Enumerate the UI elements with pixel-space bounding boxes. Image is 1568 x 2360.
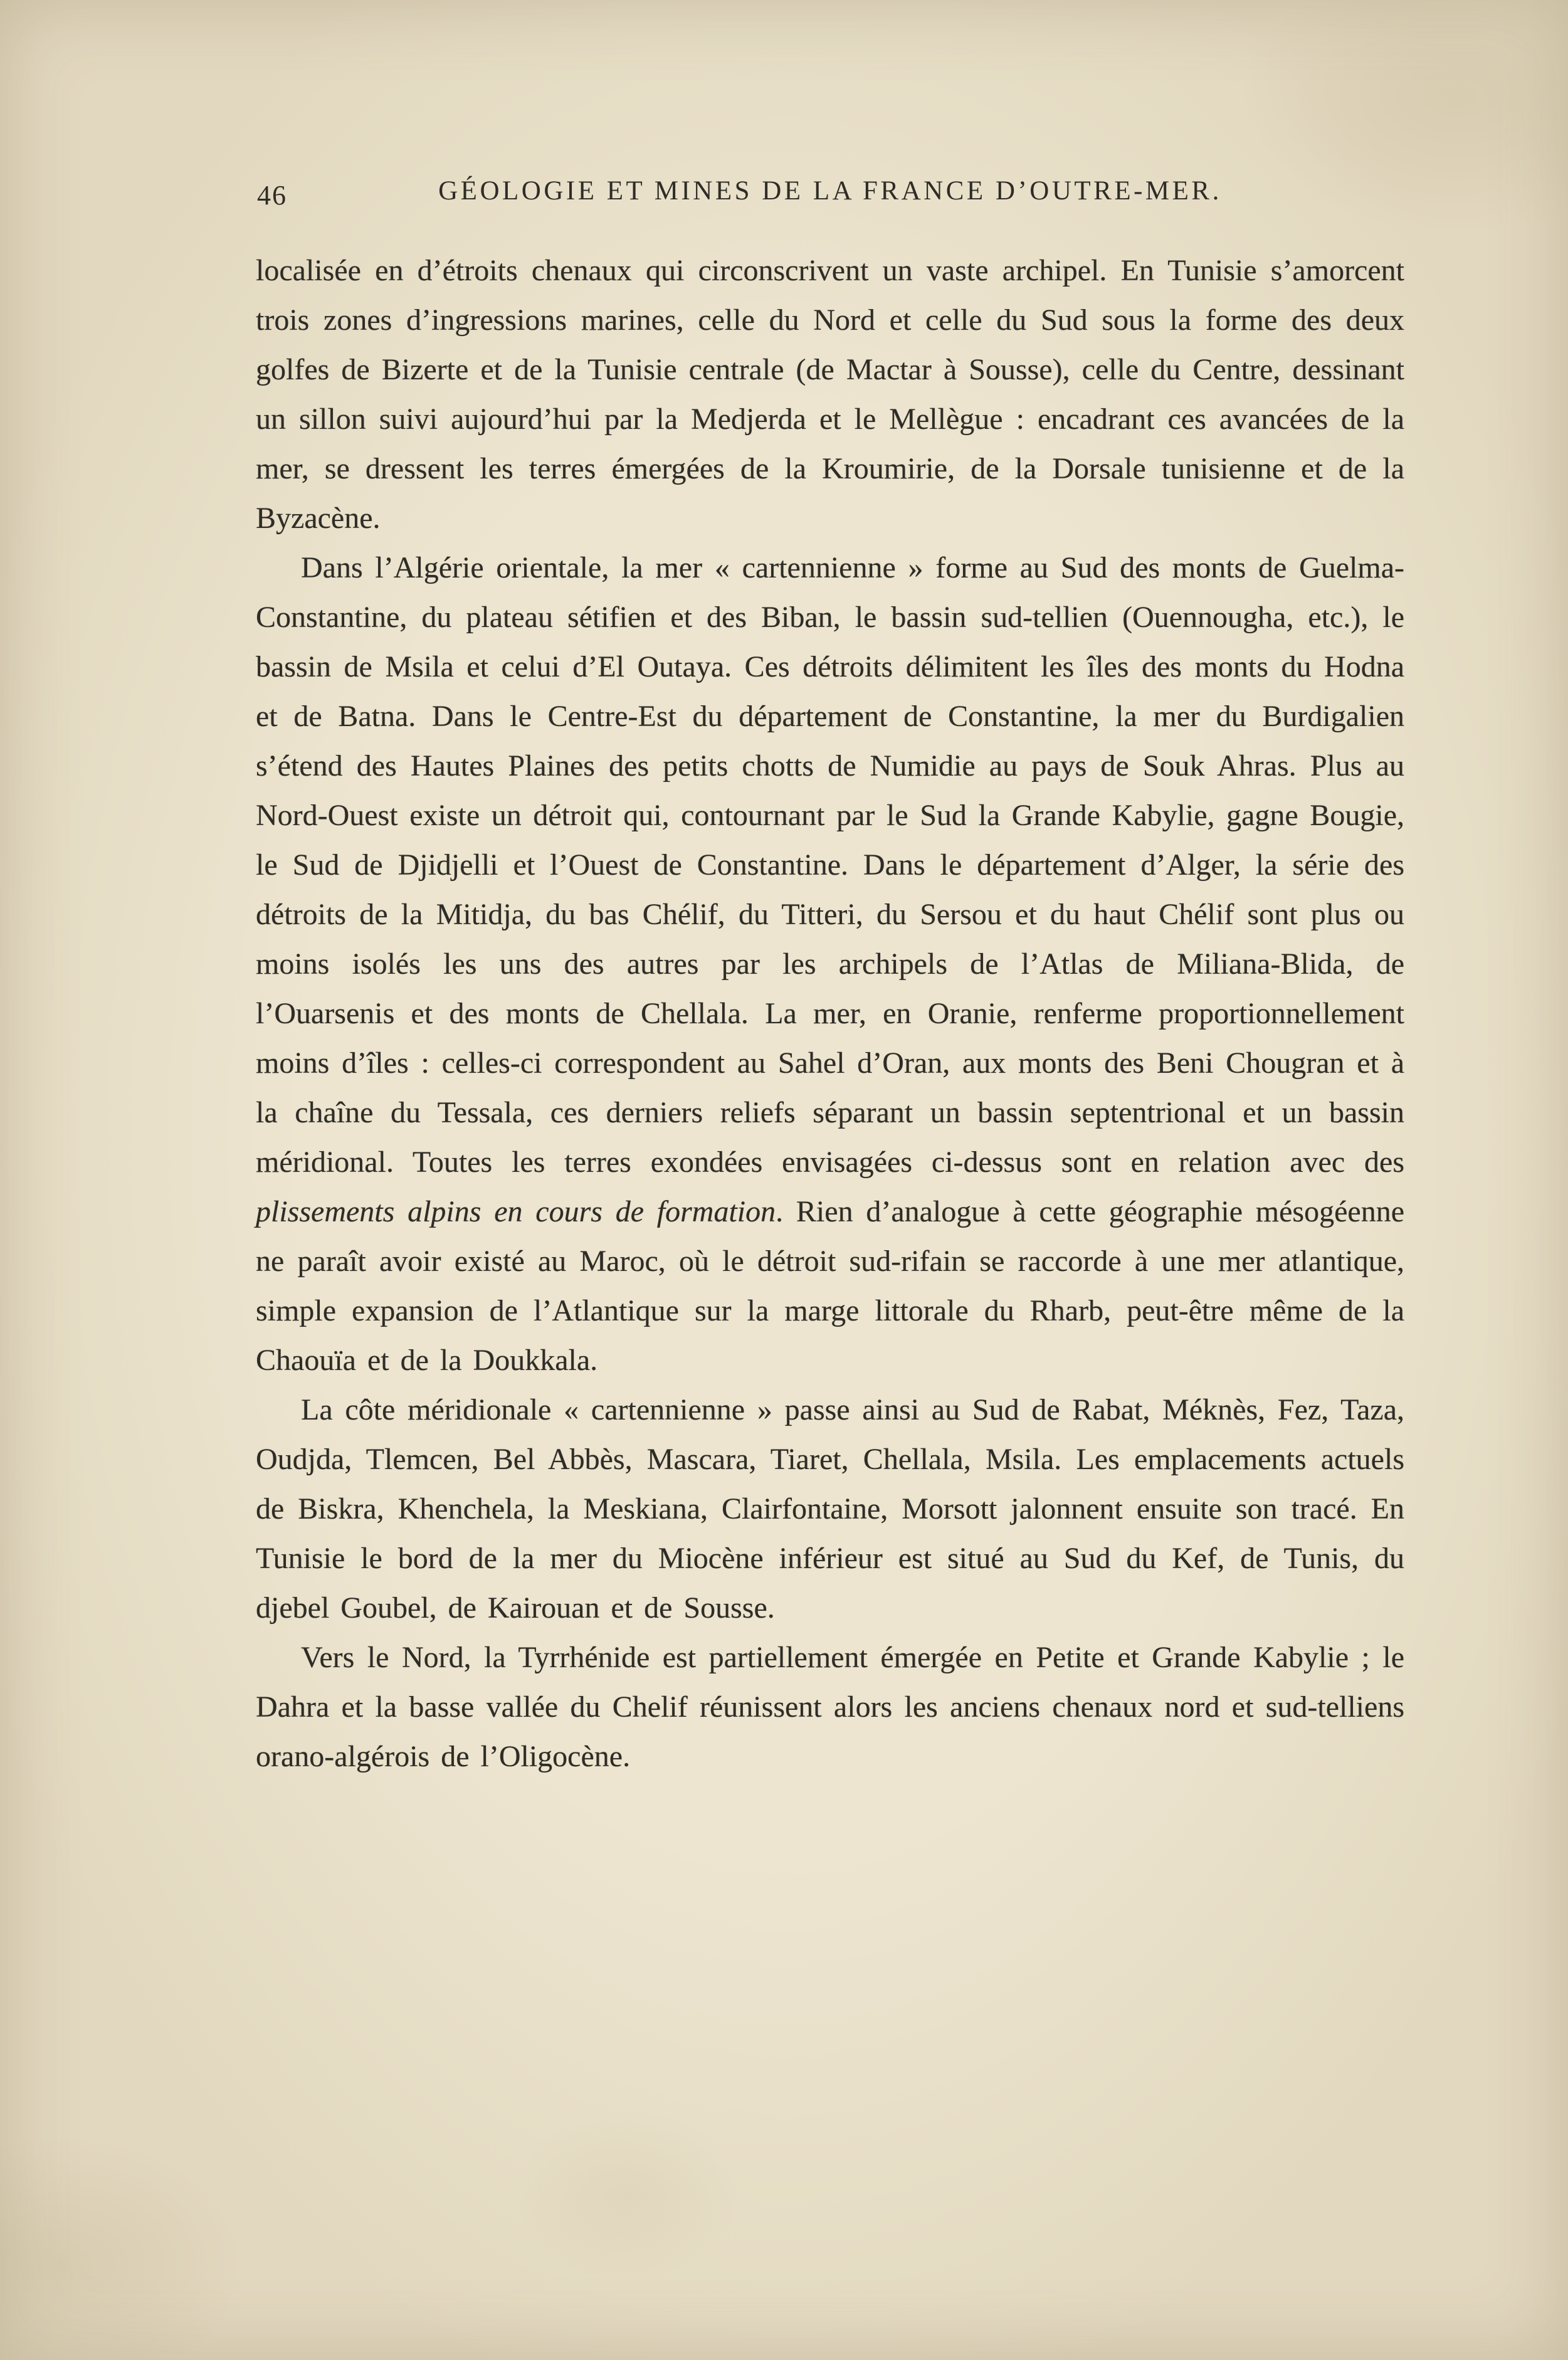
body-text <box>256 246 1404 1781</box>
paragraph <box>256 1385 1404 1633</box>
paragraph-text: La côte méridionale « cartennienne » passe ainsi au Sud de Rabat, Méknès, Fez, Taza, Oudjda, Tlemcen, Bel Abbès, Mascara, Tiaret, Chellala, Msila. Les emplacements actuels de Biskra, Khenchela, la Meskiana, Clairfontaine, Morsott jalonnent ensuite son tracé. En Tunisie le bord de la mer du Miocène inférieur est situé au Sud du Kef, de Tunis, du djebel Goubel, de Kairouan et de Sousse. <box>256 1393 1404 1625</box>
running-title: GÉOLOGIE ET MINES DE LA FRANCE D’OUTRE-MER. <box>438 176 1222 206</box>
paragraph <box>256 543 1404 1385</box>
paragraph-text: Dans l’Algérie orientale, la mer « cartennienne » forme au Sud des monts de Guelma-Constantine, du plateau sétifien et des Biban, le bassin sud-tellien (Ouennougha, etc.), le bassin de Msila et celui d’El Outaya. Ces détroits délimitent les îles des monts du Hodna et de Batna. Dans le Centre-Est du département de Constantine, la mer du Burdigalien s’étend des Hautes Plaines des petits chotts de Numidie au pays de Souk Ahras. Plus au Nord-Ouest existe un détroit qui, contournant par le Sud la Grande Kabylie, gagne Bougie, le Sud de Djidjelli et l’Ouest de Constantine. Dans le département d’Alger, la série des détroits de la Mitidja, du bas Chélif, du Titteri, du Sersou et du haut Chélif sont plus ou moins isolés les uns des autres par les archipels de l’Atlas de Miliana-Blida, de l’Ouarsenis et des monts de Chellala. La mer, en Oranie, renferme proportionnellement moins d’îles : celles-ci correspondent au Sahel d’Oran, aux monts des Beni Chougran et à la chaîne du Tessala, ces derniers reliefs séparant un bassin septentrional et un bassin méridional. Toutes les terres exondées envisagées ci-dessus sont en relation avec des <box>256 551 1404 1179</box>
book-page <box>256 176 1404 1781</box>
paragraph-text: . Rien d’analogue à cette géographie mésogéenne ne paraît avoir existé au Maroc, où le détroit sud-rifain se raccorde à une mer atlantique, simple expansion de l’Atlantique sur la marge littorale du Rharb, peut-être même de la Chaouïa et de la Doukkala. <box>256 1195 1405 1377</box>
page-number: 46 <box>257 180 287 211</box>
paragraph-text-italic: plissements alpins en cours de formation <box>256 1195 776 1228</box>
paragraph-text: Vers le Nord, la Tyrrhénide est partiellement émergée en Petite et Grande Kabylie ; le Dahra et la basse vallée du Chelif réunissent alors les anciens chenaux nord et sud-telliens orano-algérois de l’Oligocène. <box>256 1641 1404 1773</box>
paragraph <box>256 1633 1404 1781</box>
page-header <box>256 176 1404 216</box>
paragraph <box>256 246 1404 543</box>
paragraph-text: localisée en d’étroits chenaux qui circonscrivent un vaste archipel. En Tunisie s’amorcent trois zones d’ingressions marines, celle du Nord et celle du Sud sous la forme des deux golfes de Bizerte et de la Tunisie centrale (de Mactar à Sousse), celle du Centre, dessinant un sillon suivi aujourd’hui par la Medjerda et le Mellègue : encadrant ces avancées de la mer, se dressent les terres émergées de la Kroumirie, de la Dorsale tunisienne et de la Byzacène. <box>256 254 1404 535</box>
